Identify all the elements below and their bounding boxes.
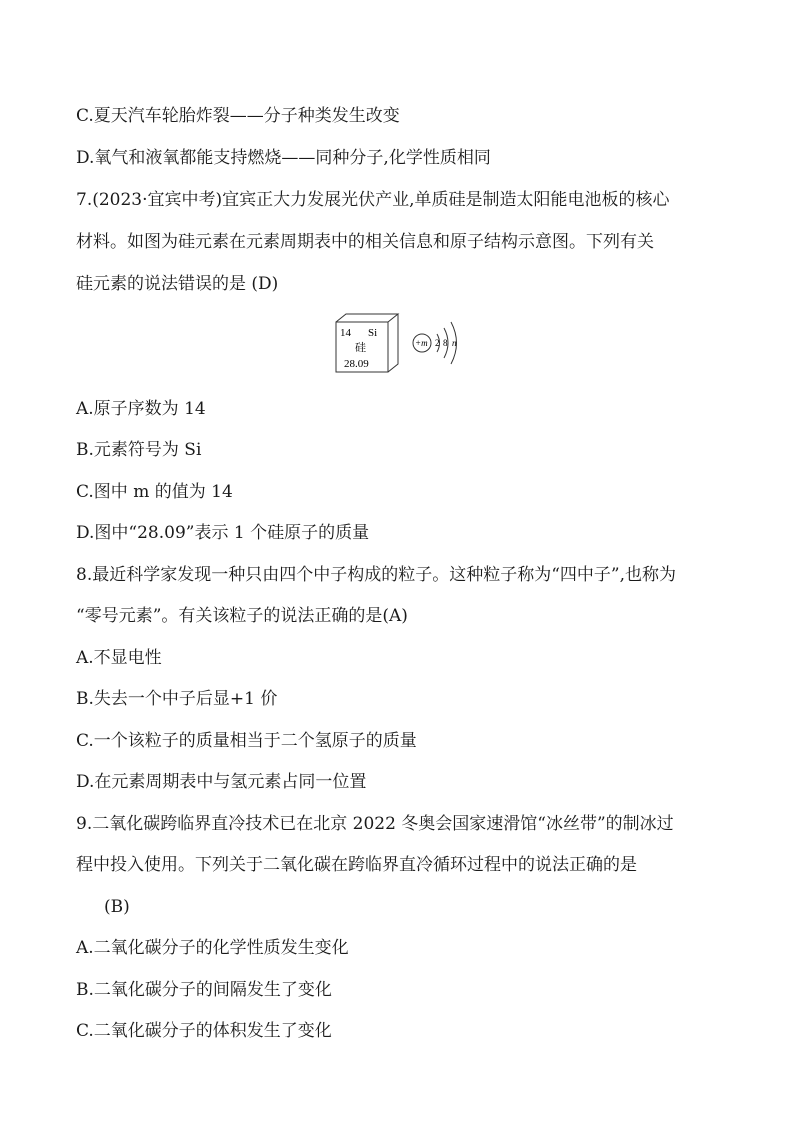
option-8a: A.不显电性	[76, 648, 162, 668]
question-9-line-1: 9.二氧化碳跨临界直冷技术已在北京 2022 冬奥会国家速滑馆“冰丝带”的制冰过	[76, 814, 674, 834]
option-9b: B.二氧化碳分子的间隔发生了变化	[76, 980, 332, 1000]
option-9c: C.二氧化碳分子的体积发生了变化	[76, 1021, 332, 1041]
question-8-line-2: “零号元素”。有关该粒子的说法正确的是(A)	[76, 606, 408, 626]
question-7-line-3: 硅元素的说法错误的是 (D)	[76, 274, 279, 294]
option-7a: A.原子序数为 14	[76, 399, 206, 419]
question-9-answer: (B)	[104, 897, 130, 917]
question-8-line-1: 8.最近科学家发现一种只由四个中子构成的粒子。这种粒子称为“四中子”,也称为	[76, 565, 677, 585]
option-7d: D.图中“28.09”表示 1 个硅原子的质量	[76, 523, 370, 543]
element-name: 硅	[355, 341, 366, 354]
atomic-number: 14	[340, 327, 351, 339]
option-9a: A.二氧化碳分子的化学性质发生变化	[76, 938, 349, 958]
nucleus-charge: +m	[415, 338, 428, 348]
question-7-line-2: 材料。如图为硅元素在元素周期表中的相关信息和原子结构示意图。下列有关	[76, 232, 654, 252]
option-8b: B.失去一个中子后显+1 价	[76, 689, 278, 709]
option-6d: D.氧气和液氧都能支持燃烧——同种分子,化学性质相同	[76, 148, 491, 168]
option-7b: B.元素符号为 Si	[76, 440, 202, 460]
element-symbol: Si	[368, 327, 378, 339]
atom-structure-diagram	[413, 322, 457, 364]
shell-2-electrons: 8	[443, 338, 448, 348]
silicon-element-figure	[334, 312, 484, 374]
question-9-line-2: 程中投入使用。下列关于二氧化碳在跨临界直冷循环过程中的说法正确的是	[76, 855, 637, 875]
shell-1-electrons: 2	[435, 338, 440, 348]
question-7-line-1: 7.(2023·宜宾中考)宜宾正大力发展光伏产业,单质硅是制造太阳能电池板的核心	[76, 190, 670, 210]
option-6c: C.夏天汽车轮胎炸裂——分子种类发生改变	[76, 106, 400, 126]
atomic-mass: 28.09	[344, 358, 369, 370]
option-7c: C.图中 m 的值为 14	[76, 482, 233, 502]
option-8c: C.一个该粒子的质量相当于二个氢原子的质量	[76, 731, 417, 751]
shell-3-electrons: n	[452, 338, 457, 348]
option-8d: D.在元素周期表中与氢元素占同一位置	[76, 772, 367, 792]
